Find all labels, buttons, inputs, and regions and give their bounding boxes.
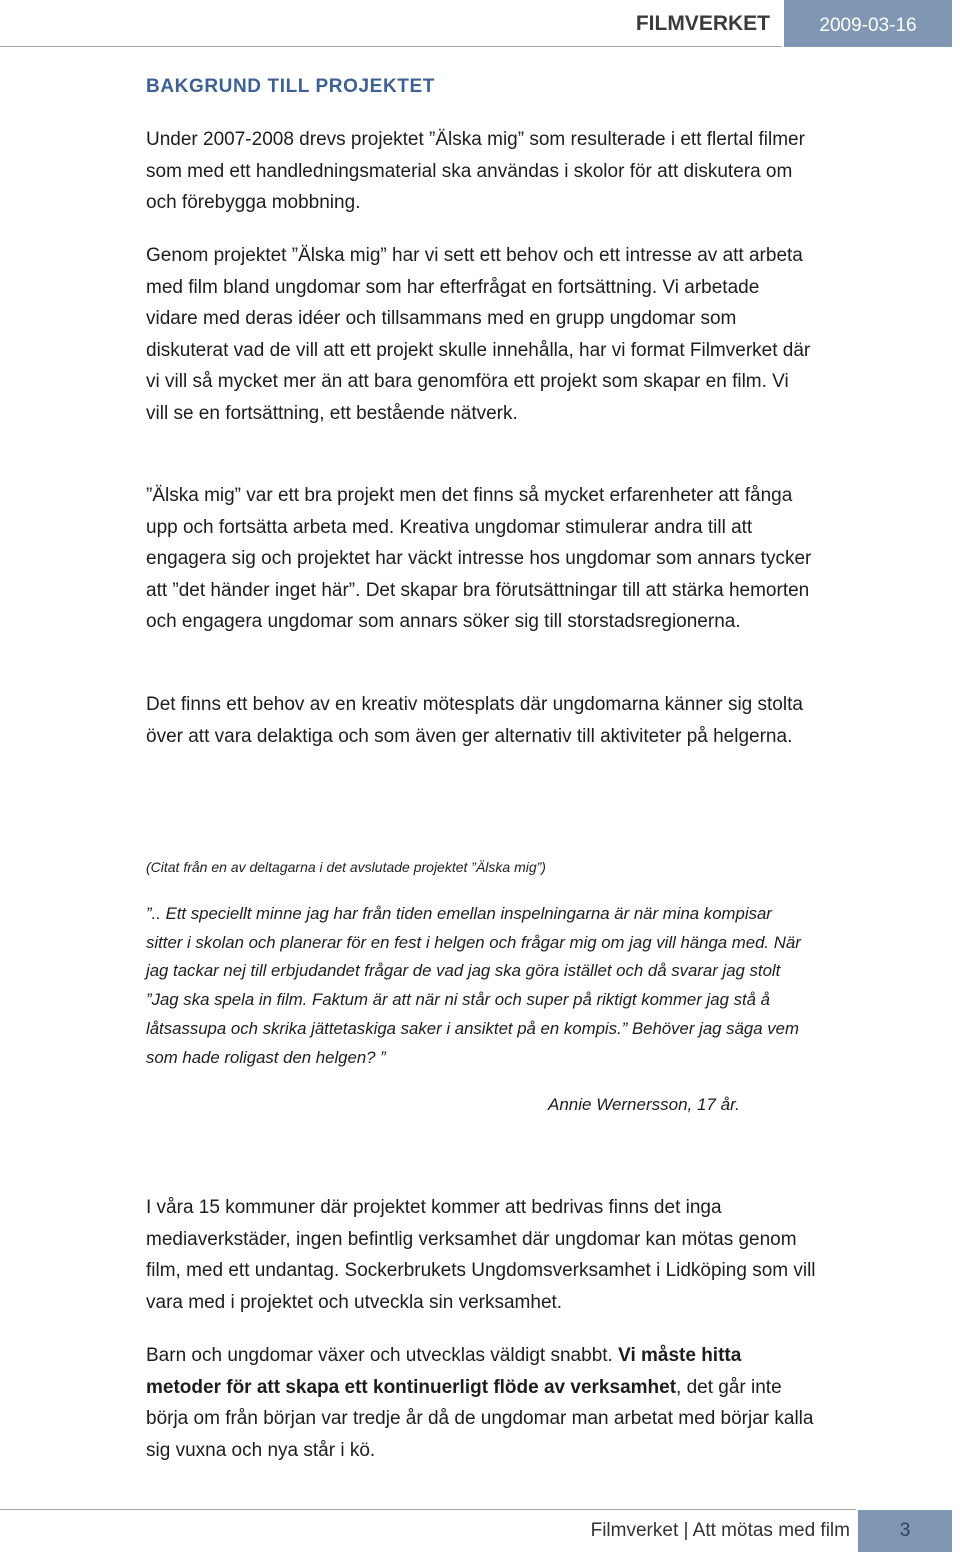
paragraph-4: Det finns ett behov av en kreativ mötesplats där ungdomarna känner sig stolta över att vara delaktiga och som även ger alternativ till aktiviteter på helgerna. [146, 694, 803, 747]
citation: (Citat från en av deltagarna i det avslutade projektet ”Älska mig”) [146, 859, 546, 875]
paragraph-6-bold: Vi måste hitta metoder för att skapa ett kontinuerligt flöde av verksamhet [146, 1345, 742, 1398]
page-number: 3 [858, 1510, 952, 1552]
footer-text: Filmverket | Att mötas med film [590, 1520, 850, 1541]
section-heading: BAKGRUND TILL PROJEKTET [146, 76, 435, 97]
paragraph-6-end: , det går inte börja om från början var tredje år då de ungdomar man arbetat med börjar kalla sig vuxna och nya står i kö. [146, 1376, 814, 1461]
header-date: 2009-03-16 [784, 0, 952, 47]
paragraph-1: Under 2007-2008 drevs projektet ”Älska mig” som resulterade i ett flertal filmer som med ett handledningsmaterial ska användas i skolor för att diskutera om och förebygga mobbning. [146, 129, 805, 213]
footer-rule [0, 1509, 856, 1510]
paragraph-6-start: Barn och ungdomar växer och utvecklas väldigt snabbt. [146, 1345, 619, 1366]
paragraph-3: ”Älska mig” var ett bra projekt men det finns så mycket erfarenheter att fånga upp och fortsätta arbeta med. Kreativa ungdomar stimulerar andra till att engagera sig och projektet har väckt intresse hos ungdomar som annars tycker att ”det händer inget här”. Det skapar bra förutsättningar till att stärka hemorten och engagera ungdomar som annars söker sig till storstadsregionerna. [146, 485, 812, 632]
quote: ”.. Ett speciellt minne jag har från tiden emellan inspelningarna är när mina kompisar sitter i skolan och planerar för en fest i helgen och frågar mig om jag vill hänga med. När jag tackar nej till erbjudandet frågar de vad jag ska göra istället och då svarar jag stolt ”Jag ska spela in film. Faktum är att när ni står och super på riktigt kommer jag stå å låtsassupa och skrika jättetaskiga saker i ansiktet på en kompis.” Behöver jag säga vem som hade roligast den helgen? ” [146, 904, 801, 1067]
quote-author: Annie Wernersson, 17 år. [548, 1095, 740, 1114]
paragraph-2: Genom projektet ”Älska mig” har vi sett ett behov och ett intresse av att arbeta med film bland ungdomar som har efterfrågat en fortsättning. Vi arbetade vidare med deras idéer och tillsammans med en grupp ungdomar som diskuterat vad de vill att ett projekt skulle innehålla, har vi format Filmverket där vi vill så mycket mer än att bara genomföra ett projekt som skapar en film. Vi vill se en fortsättning, ett bestående nätverk. [146, 245, 811, 424]
header-rule [0, 46, 782, 47]
paragraph-5: I våra 15 kommuner där projektet kommer att bedrivas finns det inga mediaverkstäder, ingen befintlig verksamhet där ungdomar kan mötas genom film, med ett undantag. Sockerbrukets Ungdomsverksamhet i Lidköping som vill vara med i projektet och utveckla sin verksamhet. [146, 1197, 816, 1313]
header-title: FILMVERKET [635, 12, 770, 35]
paragraph-6 [146, 1340, 816, 1466]
